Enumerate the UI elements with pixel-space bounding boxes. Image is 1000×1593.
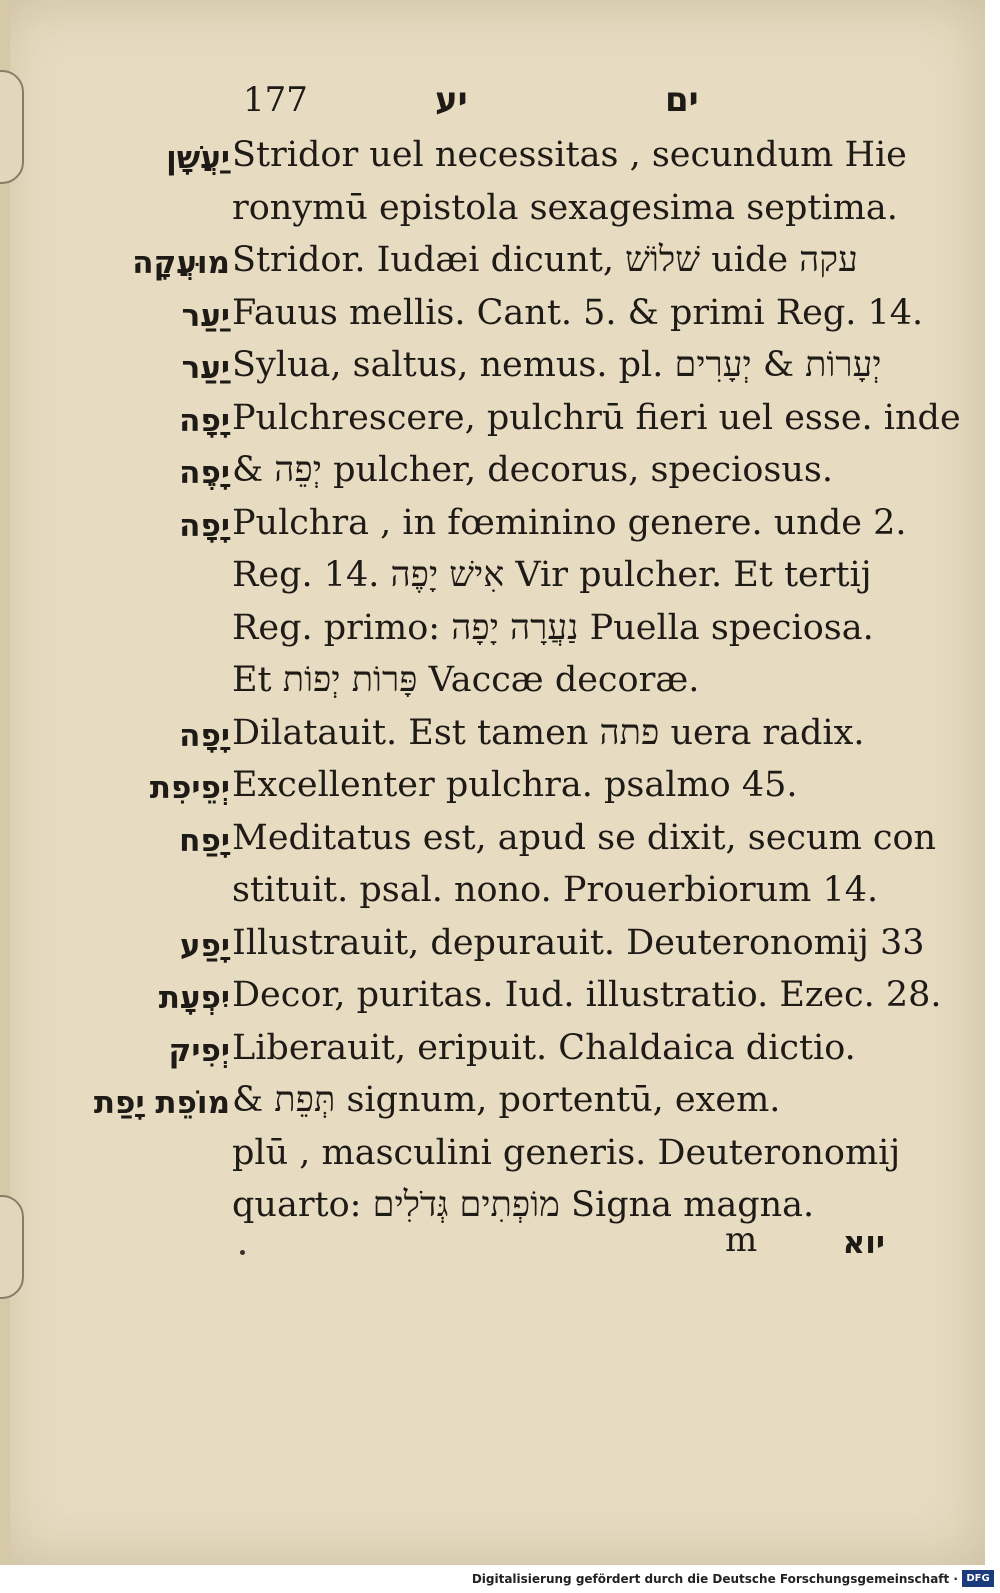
entry-headword: מוֹפֵת יָפַת	[93, 1085, 230, 1121]
entry-text: ronymū epistola sexagesima septima.	[232, 187, 898, 228]
entry-text: Sylua, saltus, nemus. pl. יְעָרוֹת & יְעָרִים	[232, 345, 882, 385]
entry-headword: יָפַע	[179, 927, 230, 964]
entry-text: stituit. psal. nono. Prouerbiorum 14.	[232, 870, 879, 910]
entry-headword: יְפֵיפִת	[149, 770, 230, 806]
footer-bar	[0, 1565, 1000, 1593]
entry-text: quarto: מוֹפְתִים גְּדֹלִים Signa magna.	[232, 1185, 815, 1225]
catchword-signature: m	[725, 1220, 758, 1260]
entry-text: Fauus mellis. Cant. 5. & primi Reg. 14.	[232, 292, 924, 333]
entry-headword: מוּעֲקָה	[132, 245, 230, 281]
entry-headword: יָפָה	[179, 507, 230, 544]
catchword-hebrew: יוא	[842, 1225, 885, 1261]
entry-headword: יָפַח	[179, 822, 230, 859]
entry-headword: יְפִיק	[168, 1032, 230, 1069]
page-tab-lower	[0, 1195, 24, 1299]
entry-headword: יִפְעָת	[158, 980, 230, 1016]
entry-headword: יַעֲשָׁן	[166, 140, 230, 176]
entry-headword: יָפֶה	[179, 455, 230, 491]
page-edge	[0, 0, 10, 1565]
entry-headword: יַעַר	[181, 350, 230, 386]
entry-text: & תְּפֵת signum, portentū, exem.	[232, 1080, 781, 1120]
funding-credit: Digitalisierung gefördert durch die Deutsche Forschungsgemeinschaft ·	[471, 1572, 958, 1586]
entry-text: Stridor uel necessitas , secundum Hie	[232, 135, 907, 175]
header-left-letters: יע	[435, 80, 468, 120]
entry-text: Reg. primo: נַעֲרָה יָפָה Puella speciosa.	[232, 607, 874, 648]
entry-headword: יָפָה	[179, 717, 230, 754]
entry-text: Pulchra , in fœminino genere. unde 2.	[232, 502, 907, 543]
entry-headword: יָפָה	[179, 402, 230, 439]
header-right-letters: ים	[665, 80, 699, 120]
dfg-logo: DFG	[962, 1570, 994, 1587]
entry-text: Pulchrescere, pulchrū fieri uel esse. inde	[232, 397, 961, 438]
entry-text: Stridor. Iudæi dicunt, שׁלוֹשׁ uide עקה	[232, 240, 858, 280]
entry-text: Liberauit, eripuit. Chaldaica dictio.	[232, 1027, 856, 1068]
entry-text: Dilatauit. Est tamen פתה uera radix.	[232, 712, 865, 753]
entry-headword: יַעַר	[181, 297, 230, 334]
entry-text: plū , masculini generis. Deuteronomij	[232, 1132, 901, 1173]
entry-text: Reg. 14. אִישׁ יָפֶה Vir pulcher. Et tertij	[232, 555, 872, 595]
entry-text: Illustrauit, depurauit. Deuteronomij 33	[232, 922, 925, 963]
entry-text: Decor, puritas. Iud. illustratio. Ezec. 28.	[232, 975, 942, 1015]
margin-dot	[240, 1250, 245, 1255]
entry-text: Meditatus est, apud se dixit, secum con	[232, 817, 937, 858]
page-number: 177	[243, 80, 308, 120]
page-tab-upper	[0, 70, 24, 184]
entry-text: Et פָּרוֹת יְפוֹת Vaccæ decoræ.	[232, 660, 700, 700]
entry-text: Excellenter pulchra. psalmo 45.	[232, 765, 798, 805]
entry-text: & יְפֵה pulcher, decorus, speciosus.	[232, 450, 834, 490]
